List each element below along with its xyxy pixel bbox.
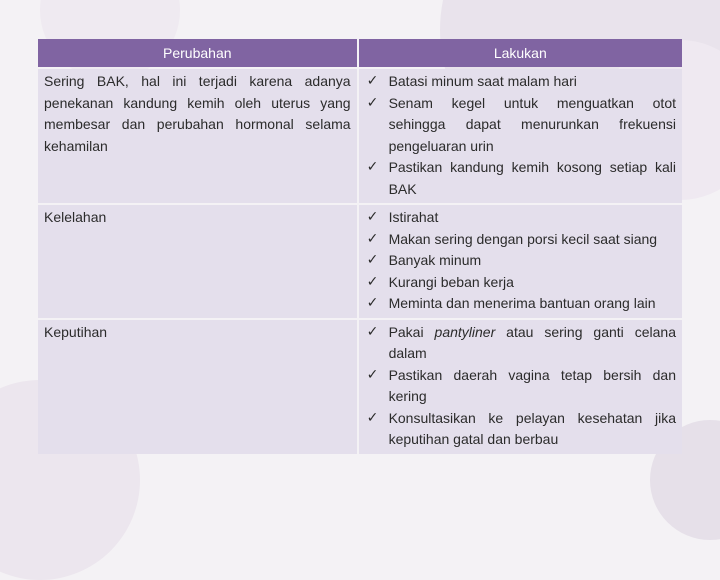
table-row [38, 205, 682, 318]
cell-lakukan [359, 69, 682, 203]
check-icon: ✓ [366, 230, 379, 247]
list-item: ✓ Makan sering dengan porsi kecil saat siang [365, 229, 676, 251]
check-icon: ✓ [366, 366, 379, 383]
check-icon: ✓ [366, 409, 379, 426]
list-item: ✓ Pastikan daerah vagina tetap bersih dan kering [366, 366, 676, 404]
list-item: ✓ Konsultasikan ke pelayan kesehatan jika keputihan gatal dan berbau [366, 409, 676, 447]
check-icon: ✓ [366, 94, 379, 111]
action-list [365, 322, 676, 451]
list-item: ✓ Banyak minum [365, 250, 676, 272]
action-list [365, 71, 676, 200]
check-icon: ✓ [366, 209, 379, 225]
check-icon: ✓ [366, 295, 379, 311]
table-row [38, 69, 682, 203]
check-icon: ✓ [366, 159, 379, 175]
cell-perubahan: Sering BAK, hal ini terjadi karena adanya penekanan kandung kemih oleh uterus yang membesar dan perubahan hormonal selama kehamilan [38, 69, 357, 203]
check-icon: ✓ [366, 323, 379, 340]
list-item: ✓ Meminta dan menerima bantuan orang lain [365, 293, 676, 315]
check-icon: ✓ [366, 73, 379, 89]
header-lakukan: Lakukan [359, 39, 682, 67]
list-item: ✓ Pastikan kandung kemih kosong setiap kali BAK [366, 159, 676, 197]
list-item: ✓ Istirahat [365, 207, 676, 229]
list-item: ✓ Pakai pantyliner atau sering ganti celana dalam [366, 323, 676, 361]
check-icon: ✓ [366, 273, 379, 290]
cell-lakukan [359, 205, 682, 318]
table-row [38, 320, 682, 454]
cell-lakukan [359, 320, 682, 454]
check-icon: ✓ [366, 252, 379, 268]
header-perubahan: Perubahan [38, 39, 357, 67]
list-item: ✓ Batasi minum saat malam hari [365, 71, 676, 93]
list-item: ✓ Senam kegel untuk menguatkan otot sehingga dapat menurunkan frekuensi pengeluaran urin [366, 94, 676, 154]
cell-perubahan: Keputihan [38, 320, 357, 454]
cell-perubahan: Kelelahan [38, 205, 357, 318]
table-header-row [38, 39, 682, 67]
pregnancy-changes-table [36, 37, 684, 456]
action-list [365, 207, 676, 315]
list-item: ✓ Kurangi beban kerja [365, 272, 676, 294]
